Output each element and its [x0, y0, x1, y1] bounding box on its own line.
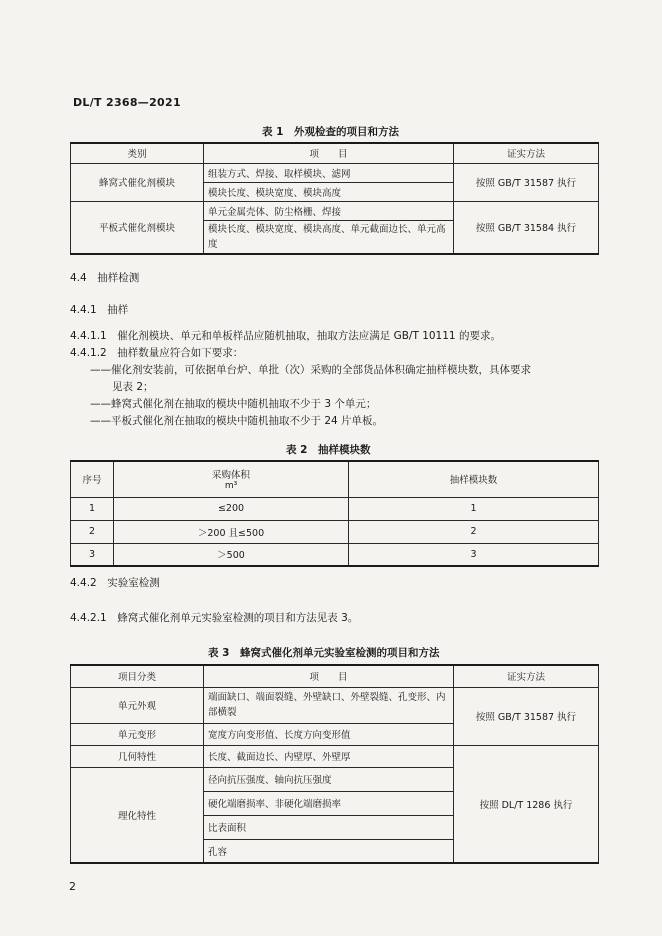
table3-header-item: 项 目 — [204, 665, 454, 687]
table1-item: 模块长度、模块宽度、模块高度、单元截面边长、单元高度 — [204, 220, 454, 254]
bullet-1: ——催化剂安装前，可依据单台炉、单批（次）采购的全部货品体积确定抽样模块数，具体要求 — [90, 364, 531, 376]
table3-method-gbt: 按照 GB/T 31587 执行 — [454, 687, 599, 745]
table2-cell-seq: 1 — [71, 497, 114, 520]
table2-header-volume-label: 采购体积 — [211, 470, 250, 482]
section-4-4-1-heading: 4.4.1 抽样 — [70, 304, 129, 316]
page-number: 2 — [69, 880, 76, 893]
table2-cell-count: 3 — [349, 543, 599, 566]
table2-cell-volume: ＞500 — [114, 543, 349, 566]
table3-item-physicochemical: 孔容 — [204, 839, 454, 863]
table2-cell-count: 2 — [349, 520, 599, 543]
bullet-3: ——平板式催化剂在抽取的模块中随机抽取不少于 24 片单板。 — [90, 415, 384, 427]
table1-header-method: 证实方法 — [454, 143, 599, 163]
table2-header-volume-unit: m³ — [224, 481, 238, 492]
bullet-2: ——蜂窝式催化剂在抽取的模块中随机抽取不少于 3 个单元； — [90, 398, 377, 410]
table1-category-honeycomb: 蜂窝式催化剂模块 — [71, 163, 204, 201]
table2-header-volume — [114, 461, 349, 497]
table1-method-honeycomb: 按照 GB/T 31587 执行 — [454, 163, 599, 201]
table3-item-geometry: 长度、截面边长、内壁厚、外壁厚 — [204, 745, 454, 767]
table3-item-physicochemical: 硬化端磨损率、非硬化端磨损率 — [204, 791, 454, 815]
table1-header-category: 类别 — [71, 143, 204, 163]
table3 — [70, 664, 599, 864]
table2-cell-count: 1 — [349, 497, 599, 520]
table3-method-dlt: 按照 DL/T 1286 执行 — [454, 745, 599, 863]
section-4-4-2-heading: 4.4.2 实验室检测 — [70, 577, 160, 589]
table1-item: 单元金属壳体、防尘格栅、焊接 — [204, 201, 454, 220]
section-4-4-heading: 4.4 抽样检测 — [70, 272, 140, 284]
table1-item: 模块长度、模块宽度、模块高度 — [204, 182, 454, 201]
table2-cell-volume: ≤200 — [114, 497, 349, 520]
document-header: DL/T 2368—2021 — [73, 96, 181, 109]
table3-item-appearance: 端面缺口、端面裂缝、外壁缺口、外壁裂缝、孔变形、内部横裂 — [204, 687, 454, 723]
table3-item-physicochemical: 径向抗压强度、轴向抗压强度 — [204, 767, 454, 791]
table2-cell-volume: ＞200 且≤500 — [114, 520, 349, 543]
table3-category-physicochemical: 理化特性 — [71, 767, 204, 863]
table2-header-seq: 序号 — [71, 461, 114, 497]
table3-header-category: 项目分类 — [71, 665, 204, 687]
table3-category-deformation: 单元变形 — [71, 723, 204, 745]
paragraph-4-4-1-2: 4.4.1.2 抽样数量应符合如下要求： — [70, 347, 244, 359]
table3-item-deformation: 宽度方向变形值、长度方向变形值 — [204, 723, 454, 745]
table3-header-method: 证实方法 — [454, 665, 599, 687]
table1-caption: 表 1 外观检查的项目和方法 — [262, 126, 399, 138]
table3-item-physicochemical: 比表面积 — [204, 815, 454, 839]
table2-cell-seq: 3 — [71, 543, 114, 566]
table1-header-item: 项 目 — [204, 143, 454, 163]
table1-item: 组装方式、焊接、取样模块、滤网 — [204, 163, 454, 182]
table1-category-plate: 平板式催化剂模块 — [71, 201, 204, 254]
table2-header-count: 抽样模块数 — [349, 461, 599, 497]
table2-cell-seq: 2 — [71, 520, 114, 543]
table2-caption: 表 2 抽样模块数 — [286, 444, 371, 456]
table3-category-appearance: 单元外观 — [71, 687, 204, 723]
bullet-1-continued: 见表 2； — [112, 381, 154, 393]
paragraph-4-4-1-1: 4.4.1.1 催化剂模块、单元和单板样品应随机抽取，抽取方法应满足 GB/T 10111 的要求。 — [70, 330, 501, 342]
table1 — [70, 142, 599, 255]
table2 — [70, 460, 599, 567]
table3-caption: 表 3 蜂窝式催化剂单元实验室检测的项目和方法 — [208, 647, 440, 659]
table3-category-geometry: 几何特性 — [71, 745, 204, 767]
paragraph-4-4-2-1: 4.4.2.1 蜂窝式催化剂单元实验室检测的项目和方法见表 3。 — [70, 612, 359, 624]
table1-method-plate: 按照 GB/T 31584 执行 — [454, 201, 599, 254]
